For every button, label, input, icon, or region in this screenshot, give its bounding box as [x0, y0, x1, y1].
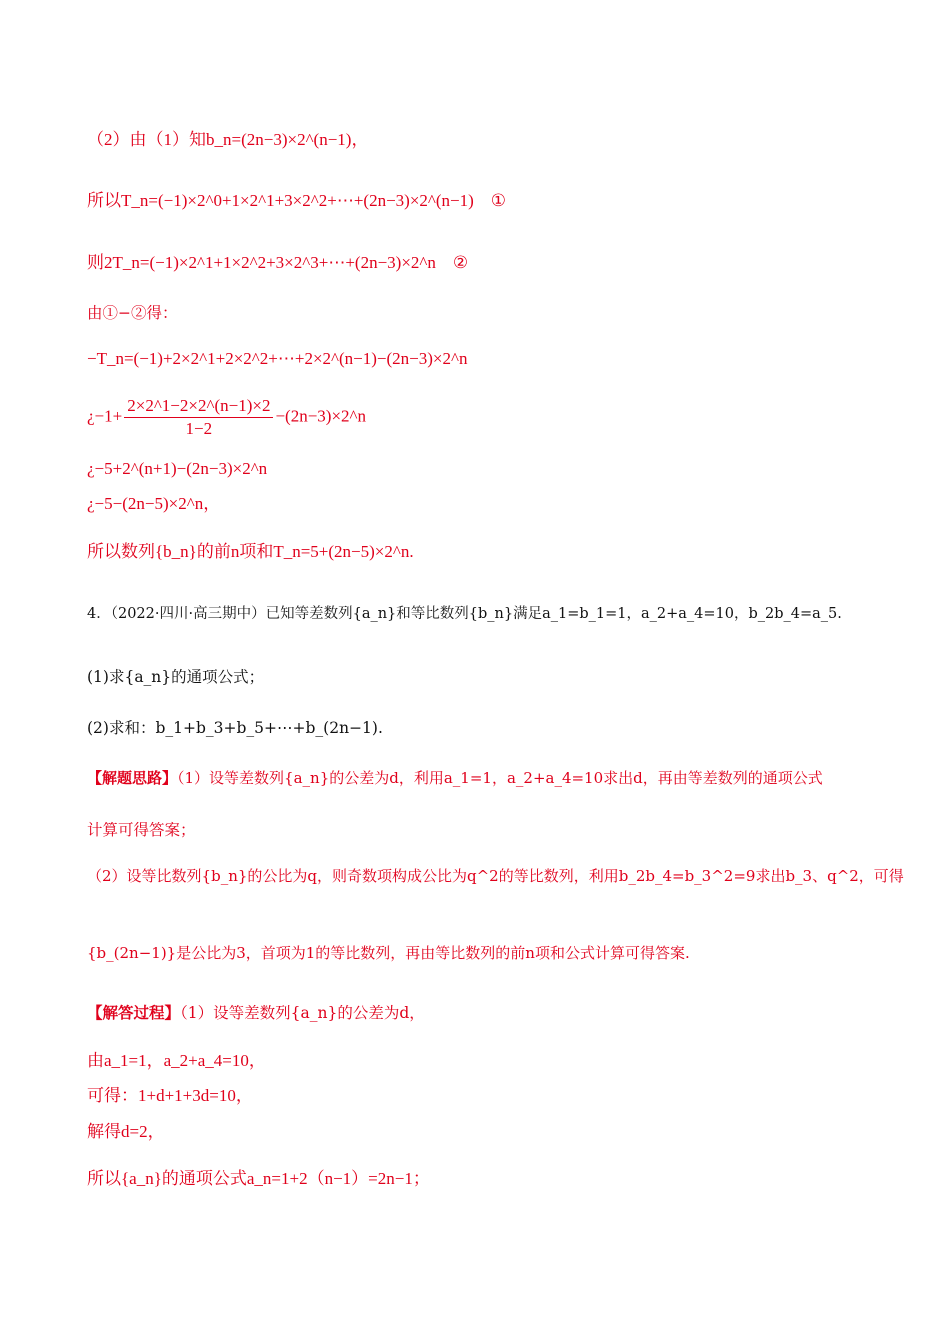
solution-idea-2-continued: {b_(2n−1)}是公比为3，首项为1的等比数列，再由等比数列的前n项和公式计算可得答案.: [87, 944, 690, 962]
fraction-denominator: 1−2: [185, 419, 213, 438]
part2-intro: （2）由（1）知b_n=(2n−3)×2^(n−1)，: [87, 130, 369, 149]
solution-idea-1: [87, 766, 823, 790]
conclusion: 所以数列{b_n}的前n项和T_n=5+(2n−5)×2^n.: [87, 542, 414, 561]
fraction-numerator: 2×2^1−2×2^(n−1)×2: [124, 396, 273, 418]
subtraction-label: 由①−②得：: [87, 304, 178, 322]
fraction-prefix: ¿−1+: [87, 406, 123, 426]
solution-step-1: [87, 1001, 425, 1025]
solution-step-5: 所以{a_n}的通项公式a_n=1+2（n−1）=2n−1；: [87, 1169, 430, 1188]
question-4: 4．（2022·四川·高三期中）已知等差数列{a_n}和等比数列{b_n}满足a_1=b_1=1，a_2+a_4=10，b_2b_4=a_5.: [87, 606, 842, 622]
question-4-part-1: (1)求{a_n}的通项公式；: [87, 668, 265, 686]
question-4-part-2: (2)求和：b_1+b_3+b_5+⋯+b_(2n−1).: [87, 719, 383, 737]
equation-fraction-line: [87, 396, 366, 439]
solution-step-1-text: （1）设等差数列{a_n}的公差为d，: [180, 1004, 425, 1022]
solution-idea-label: 【解题思路】: [87, 769, 178, 787]
equation-2: 则2T_n=(−1)×2^1+1×2^2+3×2^3+⋯+(2n−3)×2^n ②: [87, 253, 469, 272]
fraction-suffix: −(2n−3)×2^n: [275, 406, 367, 426]
solution-label: 【解答过程】: [87, 1003, 181, 1022]
solution-idea-1-text: （1）设等差数列{a_n}的公差为d，利用a_1=1，a_2+a_4=10求出d，再由等差数列的通项公式: [177, 769, 823, 787]
solution-step-3: 可得：1+d+1+3d=10，: [87, 1086, 253, 1105]
solution-idea-1-continued: 计算可得答案；: [87, 821, 196, 839]
equation-1: 所以T_n=(−1)×2^0+1×2^1+3×2^2+⋯+(2n−3)×2^(n−1) ①: [87, 191, 507, 210]
equation-step-2: ¿−5+2^(n+1)−(2n−3)×2^n: [87, 459, 268, 478]
fraction: [124, 396, 273, 439]
solution-step-2: 由a_1=1，a_2+a_4=10，: [87, 1051, 266, 1070]
equation-step-3: ¿−5−(2n−5)×2^n，: [87, 494, 221, 513]
solution-step-4: 解得d=2，: [87, 1122, 165, 1141]
solution-idea-2: （2）设等比数列{b_n}的公比为q，则奇数项构成公比为q^2的等比数列，利用b_2b_4=b_3^2=9求出b_3、q^2，可得: [87, 867, 904, 885]
equation-neg-t: −T_n=(−1)+2×2^1+2×2^2+⋯+2×2^(n−1)−(2n−3)×2^n: [87, 349, 468, 368]
